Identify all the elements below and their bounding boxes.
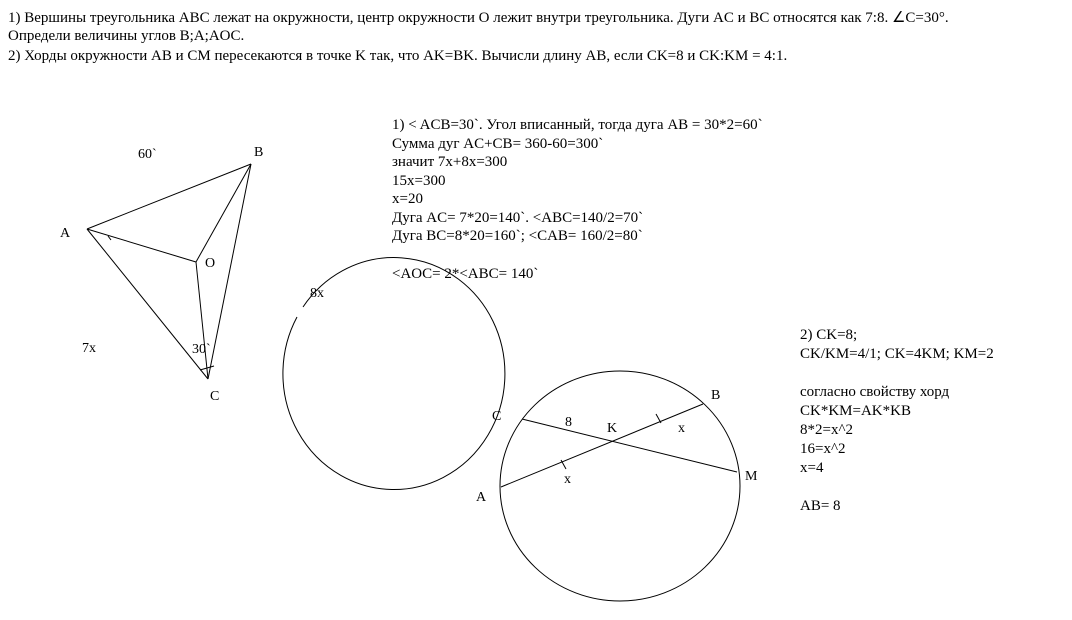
solution-1-line: Дуга AC= 7*20=140`. <ABC=140/2=70` <box>392 210 644 226</box>
segment-ao <box>87 229 196 262</box>
problem-line-1: 1) Вершины треугольника ABC лежат на окружности, центр окружности O лежит внутри треугольника. Дуги AC и BC относятся как 7:8. ∠C=30°. <box>8 10 949 26</box>
solution-1-line: <AOC= 2*<ABC= 140` <box>392 266 539 282</box>
circle-2 <box>500 371 740 601</box>
solution-2-line: AB= 8 <box>800 498 841 514</box>
solution-2-line: согласно свойству хорд <box>800 384 950 400</box>
solution-1-line: 15x=300 <box>392 173 446 189</box>
label-point-k: K <box>607 421 618 436</box>
label-point-o: O <box>205 256 216 271</box>
label-point-b: B <box>711 388 721 403</box>
solution-1-line: значит 7x+8x=300 <box>392 154 508 170</box>
label-arc-bc: 8x <box>310 286 324 301</box>
label-segment-ck: 8 <box>565 415 572 430</box>
segment-co <box>196 262 208 379</box>
chord-bc <box>208 164 251 379</box>
solution-1-line: Сумма дуг AC+CB= 360-60=300` <box>392 136 604 152</box>
segment-bo <box>196 164 251 262</box>
problem-line-3: 2) Хорды окружности AB и CM пересекаются в точке K так, что AK=BK. Вычисли длину AB, если CK=8 и CK:KM = 4:1. <box>8 48 788 64</box>
chord-cm <box>522 419 737 472</box>
problem-line-2: Определи величины углов B;A;AOC. <box>8 28 245 44</box>
label-arc-ac: 7x <box>82 341 96 356</box>
tick-mark <box>656 414 661 423</box>
solution-2-line: CK*KM=AK*KB <box>800 403 911 419</box>
chord-ac <box>87 229 208 379</box>
figure-2-labels <box>476 388 758 505</box>
solution-1-line: 1) < ACB=30`. Угол вписанный, тогда дуга AB = 30*2=60` <box>392 117 763 133</box>
solution-2-line: CK/KM=4/1; CK=4KM; KM=2 <box>800 346 994 362</box>
figure-2 <box>500 371 740 601</box>
label-point-c: C <box>210 389 220 404</box>
solution-1-line: x=20 <box>392 191 423 207</box>
solution-2-line: 16=x^2 <box>800 441 846 457</box>
figure-1-labels <box>60 145 324 404</box>
solution-2-line: 2) CK=8; <box>800 327 858 343</box>
label-angle-c: 30` <box>192 342 211 357</box>
label-point-m: M <box>745 469 758 484</box>
label-arc-ab: 60` <box>138 147 157 162</box>
figure-1 <box>87 164 505 490</box>
solution-1-line: Дуга BC=8*20=160`; <CAB= 160/2=80` <box>392 228 643 244</box>
label-segment-ak: x <box>564 472 571 487</box>
label-point-b: B <box>254 145 264 160</box>
solution-2-line: x=4 <box>800 460 824 476</box>
chord-ab <box>87 164 251 229</box>
label-segment-kb: x <box>678 421 685 436</box>
chord-ab <box>501 404 703 487</box>
label-point-c: C <box>492 409 502 424</box>
label-point-a: A <box>60 226 71 241</box>
label-point-a: A <box>476 490 487 505</box>
solution-2-line: 8*2=x^2 <box>800 422 853 438</box>
